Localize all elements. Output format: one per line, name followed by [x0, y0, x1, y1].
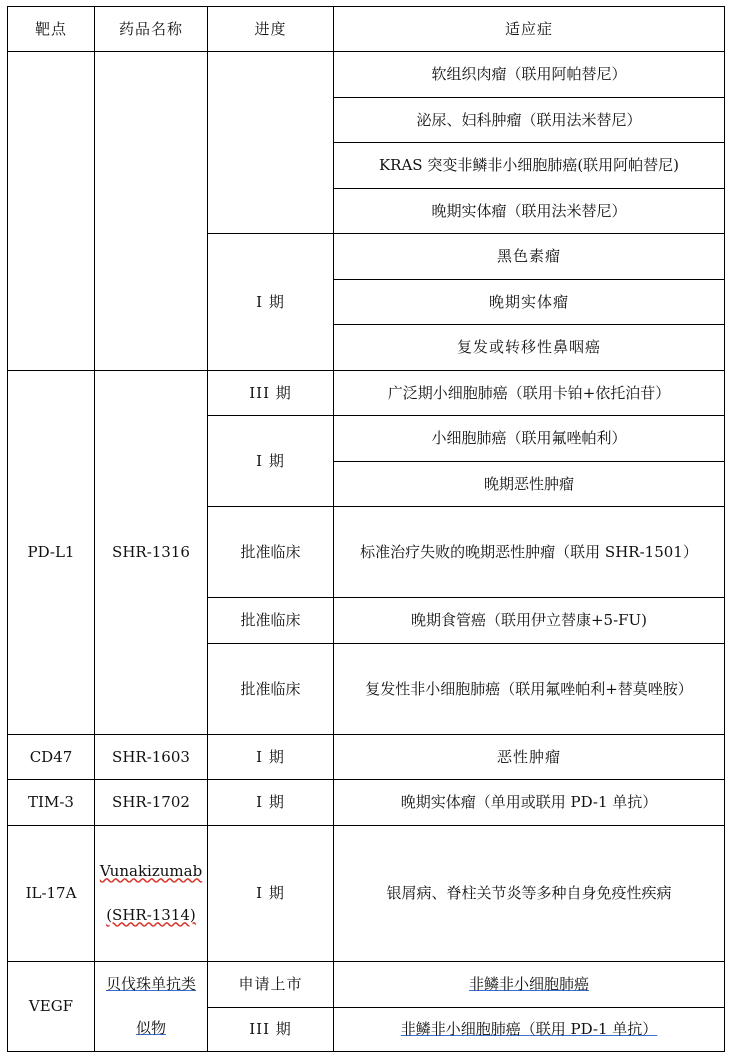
target-cell: TIM-3 — [8, 780, 95, 826]
table-row — [8, 825, 725, 871]
drug-cell: SHR-1702 — [95, 780, 208, 826]
indication-cell: 晚期恶性肿瘤 — [334, 461, 725, 507]
progress-cell: I 期 — [208, 780, 334, 826]
progress-cell-continued — [208, 52, 334, 234]
header-row — [8, 7, 725, 52]
progress-cell: I 期 — [208, 825, 334, 962]
table-row — [8, 370, 725, 416]
progress-cell: III 期 — [208, 370, 334, 416]
indication-cell: 复发性非小细胞肺癌（联用氟唑帕利+替莫唑胺） — [334, 643, 725, 734]
indication-cell: 晚期实体瘤（联用法米替尼） — [334, 188, 725, 234]
indication-cell: 软组织肉瘤（联用阿帕替尼） — [334, 52, 725, 98]
progress-cell: I 期 — [208, 416, 334, 507]
indication-cell: 标准治疗失败的晚期恶性肿瘤（联用 SHR-1501） — [334, 507, 725, 598]
indication-cell: 复发或转移性鼻咽癌 — [334, 325, 725, 371]
indication-cell: 恶性肿瘤 — [334, 734, 725, 780]
indication-cell: 晚期实体瘤（单用或联用 PD-1 单抗） — [334, 780, 725, 826]
target-cell: PD-L1 — [8, 370, 95, 734]
indication-cell: 小细胞肺癌（联用氟唑帕利） — [334, 416, 725, 462]
indication-cell: 广泛期小细胞肺癌（联用卡铂+依托泊苷） — [334, 370, 725, 416]
header-indication: 适应症 — [334, 7, 725, 52]
progress-cell: 批准临床 — [208, 598, 334, 644]
table-row — [8, 734, 725, 780]
indication-cell: 黑色素瘤 — [334, 234, 725, 280]
drug-cell: SHR-1603 — [95, 734, 208, 780]
target-cell: VEGF — [8, 962, 95, 1052]
progress-cell: III 期 — [208, 1007, 334, 1051]
target-cell: IL-17A — [8, 825, 95, 962]
target-cell: CD47 — [8, 734, 95, 780]
indication-cell: 晚期食管癌（联用伊立替康+5-FU) — [334, 598, 725, 644]
indication-cell: 非鳞非小细胞肺癌 — [334, 962, 725, 1008]
indication-cell: 晚期实体瘤 — [334, 279, 725, 325]
table-row — [8, 52, 725, 98]
progress-cell: 申请上市 — [208, 962, 334, 1008]
progress-cell: 批准临床 — [208, 507, 334, 598]
progress-cell: I 期 — [208, 734, 334, 780]
indication-cell: 非鳞非小细胞肺癌（联用 PD-1 单抗） — [334, 1007, 725, 1051]
drug-cell: SHR-1316 — [95, 370, 208, 734]
header-target: 靶点 — [8, 7, 95, 52]
target-cell-continued — [8, 52, 95, 371]
table-row — [8, 962, 725, 1008]
table-row — [8, 780, 725, 826]
indication-cell: 银屑病、脊柱关节炎等多种自身免疫性疾病 — [334, 825, 725, 962]
header-progress: 进度 — [208, 7, 334, 52]
progress-cell: I 期 — [208, 234, 334, 371]
drug-cell: Vunakizumab(SHR-1314) — [95, 825, 208, 962]
drug-cell-continued — [95, 52, 208, 371]
indication-cell: 泌尿、妇科肿瘤（联用法米替尼） — [334, 97, 725, 143]
drug-cell: 贝伐珠单抗类似物 — [95, 962, 208, 1052]
indication-cell: KRAS 突变非鳞非小细胞肺癌(联用阿帕替尼) — [334, 143, 725, 189]
header-drug-name: 药品名称 — [95, 7, 208, 52]
progress-cell: 批准临床 — [208, 643, 334, 734]
drug-pipeline-table — [7, 6, 725, 1052]
